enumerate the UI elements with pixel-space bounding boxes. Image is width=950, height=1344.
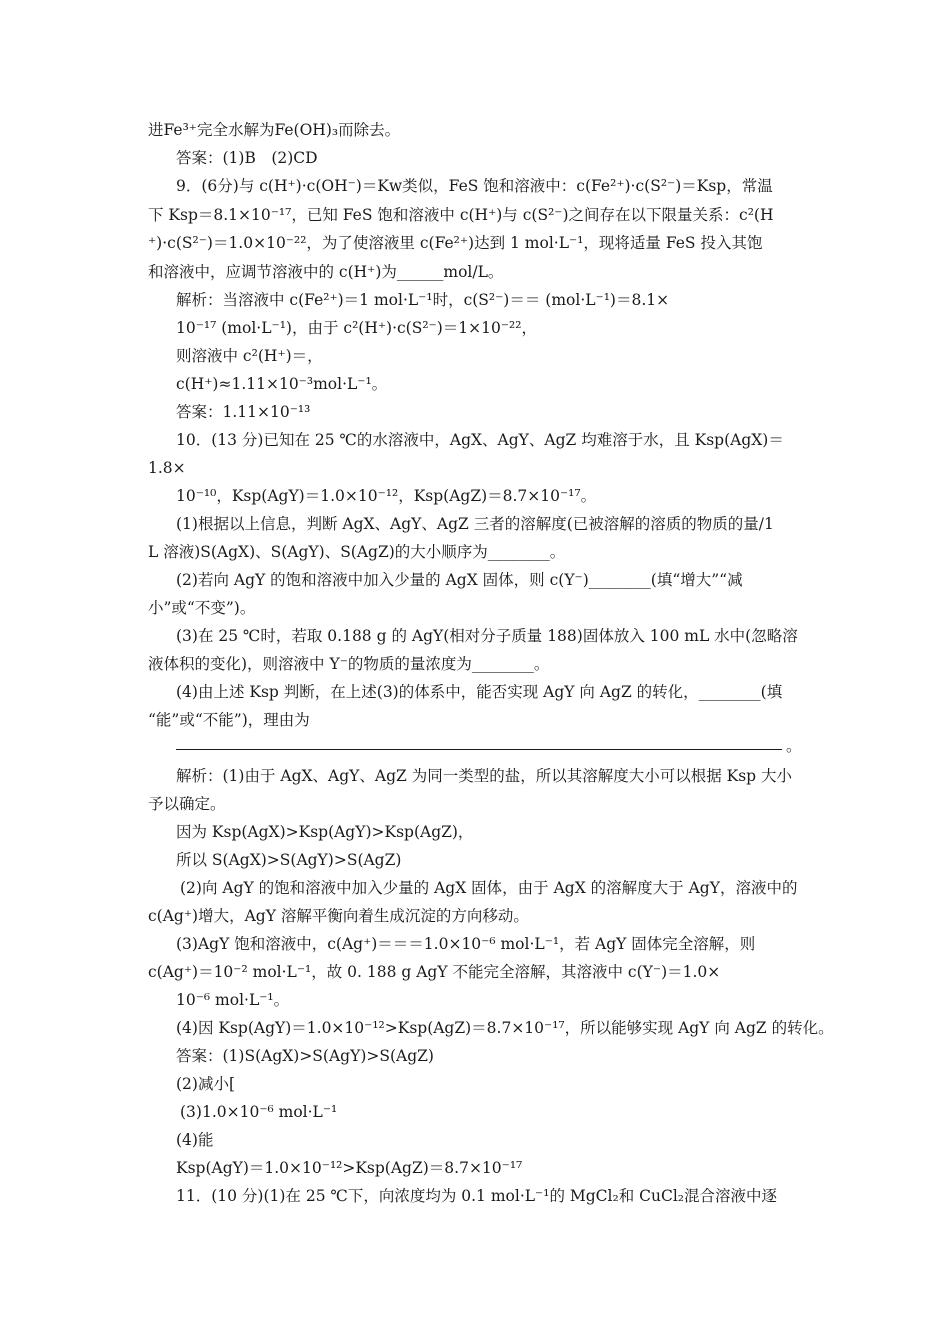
question-10-line: 10⁻¹⁰，Ksp(AgY)＝1.0×10⁻¹²，Ksp(AgZ)＝8.7×10⁻¹⁷。 (176, 487, 597, 505)
analysis-line: 则溶液中 c²(H⁺)＝， (176, 347, 323, 365)
question-10-line: L 溶液)S(AgX)、S(AgY)、S(AgZ)的大小顺序为________。 (148, 543, 566, 561)
text-line: 。 (786, 737, 802, 755)
question-10-line: (4)由上述 Ksp 判断，在上述(3)的体系中，能否实现 AgY 向 AgZ 的转化，________(填 (176, 683, 783, 701)
answer-line: (3)1.0×10⁻⁶ mol·L⁻¹ (180, 1103, 338, 1121)
analysis-line: 予以确定。 (148, 795, 226, 813)
answer-line: 答案：(1)B (2)CD (176, 149, 318, 167)
question-10-line: 10．(13 分)已知在 25 ℃的水溶液中，AgX、AgY、AgZ 均难溶于水，且 Ksp(AgX)＝ (176, 431, 784, 449)
analysis-line: 解析：当溶液中 c(Fe²⁺)＝1 mol·L⁻¹时，c(S²⁻)＝＝ (mol·L⁻¹)＝8.1× (176, 291, 670, 309)
analysis-line: 解析：(1)由于 AgX、AgY、AgZ 为同一类型的盐，所以其溶解度大小可以根据 Ksp 大小 (176, 767, 793, 785)
analysis-line: (3)AgY 饱和溶液中，c(Ag⁺)＝＝＝1.0×10⁻⁶ mol·L⁻¹，若 AgY 固体完全溶解，则 (176, 935, 756, 953)
question-10-line: “能”或“不能”)，理由为 (148, 711, 310, 729)
analysis-line: c(Ag⁺)增大，AgY 溶解平衡向着生成沉淀的方向移动。 (148, 907, 529, 925)
question-9-line: 9．(6分)与 c(H⁺)·c(OH⁻)＝Kw类似，FeS 饱和溶液中：c(Fe²⁺)·c(S²⁻)＝Ksp，常温 (176, 177, 773, 195)
question-10-line: 液体积的变化)，则溶液中 Y⁻的物质的量浓度为________。 (148, 655, 550, 673)
analysis-line: c(H⁺)≈1.11×10⁻³mol·L⁻¹。 (176, 375, 388, 393)
analysis-line: (4)因 Ksp(AgY)＝1.0×10⁻¹²>Ksp(AgZ)＝8.7×10⁻¹⁷，所以能够实现 AgY 向 AgZ 的转化。 (176, 1019, 834, 1037)
question-10-line: 小”或“不变”)。 (148, 599, 256, 617)
analysis-line: 因为 Ksp(AgX)>Ksp(AgY)>Ksp(AgZ)， (176, 823, 474, 841)
answer-blank-line (176, 749, 782, 750)
analysis-line: c(Ag⁺)＝10⁻² mol·L⁻¹，故 0. 188 g AgY 不能完全溶解，其溶液中 c(Y⁻)＝1.0× (148, 963, 721, 981)
answer-line: (4)能 (176, 1131, 214, 1149)
analysis-line: 所以 S(AgX)>S(AgY)>S(AgZ) (176, 851, 402, 869)
answer-line: Ksp(AgY)＝1.0×10⁻¹²>Ksp(AgZ)＝8.7×10⁻¹⁷ (176, 1159, 523, 1177)
question-9-line: ⁺)·c(S²⁻)＝1.0×10⁻²²，为了使溶液里 c(Fe²⁺)达到 1 mol·L⁻¹，现将适量 FeS 投入其饱 (148, 234, 763, 252)
analysis-line: (2)向 AgY 的饱和溶液中加入少量的 AgX 固体，由于 AgX 的溶解度大于 AgY，溶液中的 (180, 879, 798, 897)
question-9-line: 和溶液中，应调节溶液中的 c(H⁺)为______mol/L。 (148, 263, 504, 281)
question-10-line: (1)根据以上信息，判断 AgX、AgY、AgZ 三者的溶解度(已被溶解的溶质的物质的量/1 (176, 515, 774, 533)
analysis-line: 10⁻⁶ mol·L⁻¹。 (176, 991, 290, 1009)
analysis-line: 10⁻¹⁷ (mol·L⁻¹)，由于 c²(H⁺)·c(S²⁻)＝1×10⁻²²， (176, 319, 537, 337)
question-11-line: 11．(10 分)(1)在 25 ℃下，向浓度均为 0.1 mol·L⁻¹的 MgCl₂和 CuCl₂混合溶液中逐 (176, 1187, 777, 1205)
question-10-line: 1.8× (148, 459, 186, 477)
answer-line: 答案：1.11×10⁻¹³ (176, 403, 311, 421)
answer-line: 答案：(1)S(AgX)>S(AgY)>S(AgZ) (176, 1047, 434, 1065)
answer-line: (2)减小[ (176, 1075, 236, 1093)
text-line: 进Fe³⁺完全水解为Fe(OH)₃而除去。 (148, 121, 401, 139)
question-10-line: (2)若向 AgY 的饱和溶液中加入少量的 AgX 固体，则 c(Y⁻)________(填“增大”“减 (176, 571, 743, 589)
question-10-line: (3)在 25 ℃时，若取 0.188 g 的 AgY(相对分子质量 188)固体放入 100 mL 水中(忽略溶 (176, 627, 798, 645)
question-9-line: 下 Ksp＝8.1×10⁻¹⁷，已知 FeS 饱和溶液中 c(H⁺)与 c(S²⁻)之间存在以下限量关系：c²(H (148, 206, 774, 224)
